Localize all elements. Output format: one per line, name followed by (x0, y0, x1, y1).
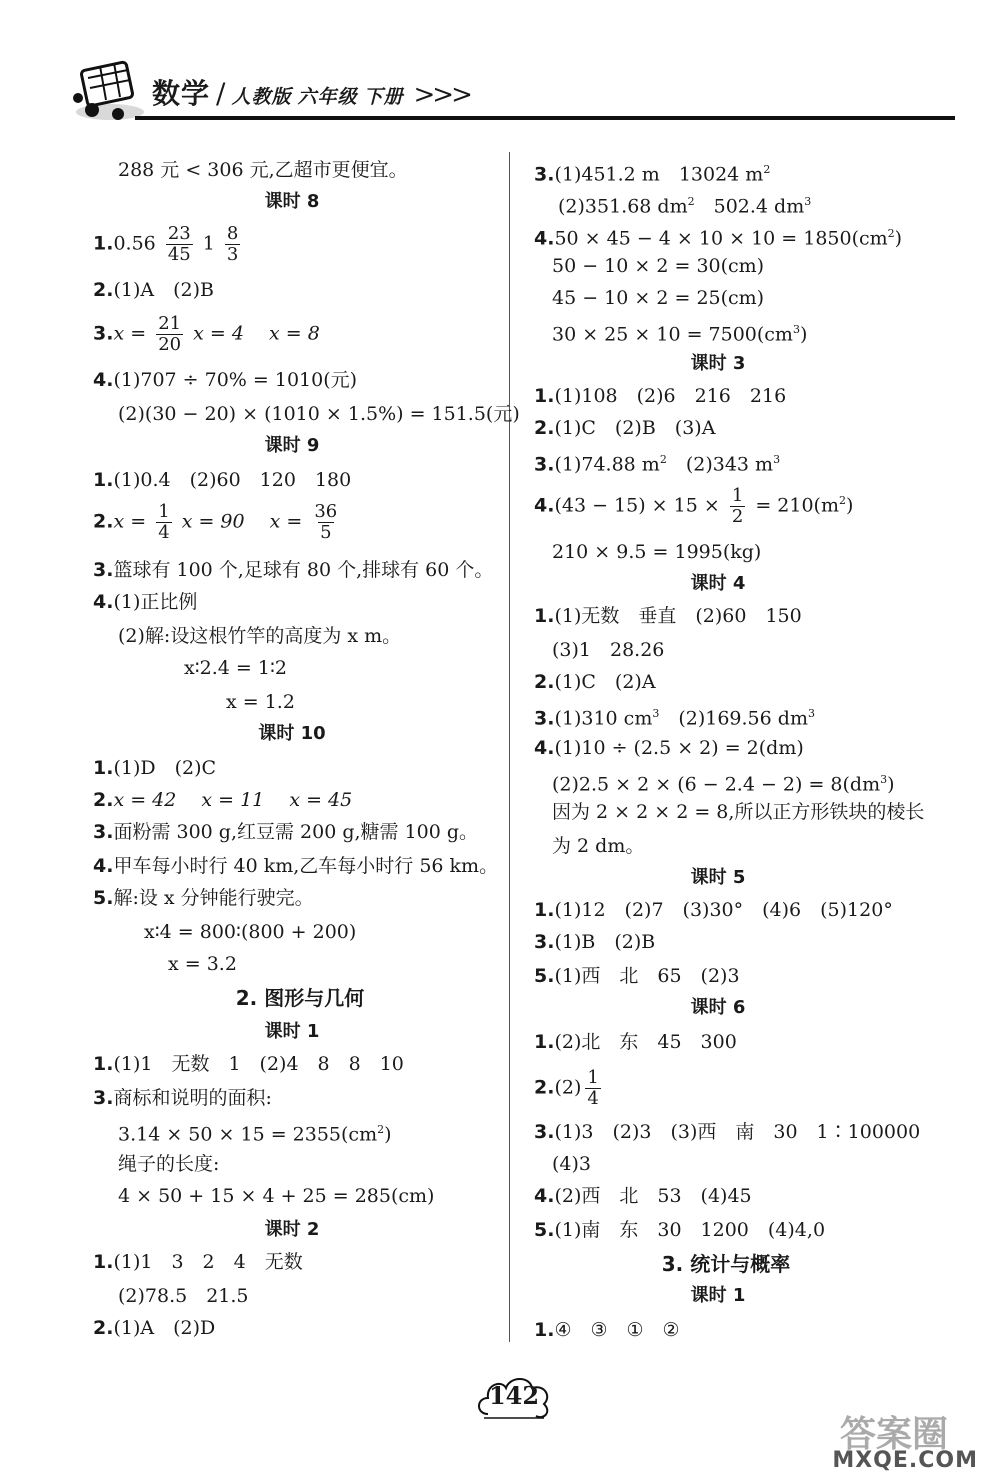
answer-line: x∶2.4 = 1∶2 (184, 657, 287, 679)
answer-line: (2)78.5 21.5 (118, 1285, 249, 1307)
question-item: 1.(1)无数 垂直 (2)60 150 (534, 605, 802, 627)
question-item: 4.(43 − 15) × 15 × $\frac{1}{2}$ = $210(m^2)$ (534, 485, 854, 527)
question-item: 2.(2) $\frac{1}{4}$ (534, 1067, 599, 1109)
lesson-heading: 课时 4 (690, 573, 746, 594)
lesson-heading: 课时 10 (258, 723, 326, 744)
question-item: 1.0.56 $\frac{23}{45}$ 1 $\frac{8}{3}$ (93, 223, 239, 265)
lesson-heading: 课时 3 (690, 353, 746, 374)
section-heading: 2. 图形与几何 (235, 986, 365, 1010)
question-item: 4.(1)正比例 (93, 591, 198, 613)
question-item: 3.x = $\frac{21}{20}$ x = 4 x = 8 (93, 313, 320, 355)
answer-line: 绳子的长度: (118, 1153, 220, 1175)
answer-line: 50 − 10 × 2 = 30(cm) (552, 255, 765, 277)
question-item: 2.x = 42 x = 11 x = 45 (93, 789, 353, 811)
fraction: $\frac{23}{45}$ (167, 223, 191, 265)
answer-line: 45 − 10 × 2 = 25(cm) (552, 287, 765, 309)
header-subject: 数学 (152, 77, 211, 110)
lesson-heading: 课时 9 (264, 435, 320, 456)
answer-line: x∶4 = 800∶(800 + 200) (144, 921, 357, 943)
answer-line: x = 1.2 (226, 691, 295, 713)
answer-line: 210 × 9.5 = 1995(kg) (552, 541, 762, 563)
question-item: 3.(1)B (2)B (534, 931, 656, 953)
question-item: 5.(1)南 东 30 1200 (4)4,0 (534, 1219, 826, 1241)
question-item: 2.(1)C (2)A (534, 671, 656, 693)
question-item: 5.(1)西 北 65 (2)3 (534, 965, 740, 987)
question-item: 5.解:设 x 分钟能行驶完。 (93, 887, 314, 909)
answer-line: 为 2 dm。 (552, 835, 645, 857)
fraction: $\frac{1}{4}$ (587, 1067, 599, 1109)
chevron-right-icon: >>> (413, 80, 470, 110)
question-item: 1.(1)D (2)C (93, 757, 217, 779)
question-item: $4.50 \times 45 - 4 \times 10 \times 10 = 1850(cm^2)$ (534, 227, 903, 250)
answer-line: 4 × 50 + 15 × 4 + 25 = 285(cm) (118, 1185, 435, 1207)
header-volume: 下册 (363, 86, 404, 108)
question-item: 2.(1)A (2)D (93, 1317, 216, 1339)
lesson-heading: 课时 6 (690, 997, 746, 1018)
watermark-logo: 答案圈 (839, 1414, 948, 1455)
fraction: $\frac{8}{3}$ (226, 223, 239, 265)
answer-line: 288 元 < 306 元,乙超市更便宜。 (118, 159, 408, 181)
section-heading: 3. 统计与概率 (661, 1252, 791, 1276)
fraction: $\frac{1}{2}$ (731, 485, 744, 527)
lesson-heading: 课时 5 (690, 867, 746, 888)
question-item: 3.(1)310 $cm^3$ (2)169.56 $dm^3$ (534, 707, 815, 730)
header-rule (135, 116, 955, 120)
header-slash: / (216, 77, 226, 110)
question-item: 4.(1)707 ÷ 70% = 1010(元) (93, 369, 358, 391)
question-item: 1.(2)北 东 45 300 (534, 1031, 737, 1053)
question-item: 4.(2)西 北 53 (4)45 (534, 1185, 752, 1207)
watermark-url: MXQE.COM (832, 1448, 978, 1473)
question-item: 3.(1)451.2 m 13024 $m^2$ (534, 163, 771, 186)
fraction: $\frac{21}{20}$ (158, 313, 182, 355)
question-item: 2.x = $\frac{1}{4}$ x = 90 x = $\frac{36}{5}$ (93, 501, 338, 543)
fraction: $\frac{1}{4}$ (158, 501, 170, 543)
lesson-heading: 课时 1 (690, 1285, 746, 1306)
question-item: 3.商标和说明的面积: (93, 1087, 272, 1109)
header-edition: 人教版 (231, 86, 292, 108)
question-item: 1.(1)1 3 2 4 无数 (93, 1251, 303, 1273)
fraction: $\frac{36}{5}$ (314, 501, 338, 543)
question-item: 3.(1)3 (2)3 (3)西 南 30 1∶100000 (534, 1121, 921, 1143)
question-item: 1.(1)12 (2)7 (3)30° (4)6 (5)120° (534, 899, 893, 921)
answer-line: (4)3 (552, 1153, 592, 1175)
answer-line: $3.14 \times 50 \times 15 = 2355(cm^2)$ (118, 1123, 392, 1146)
header-title (152, 72, 470, 112)
lesson-heading: 课时 1 (264, 1021, 320, 1042)
question-item: 3.面粉需 300 g,红豆需 200 g,糖需 100 g。 (93, 821, 479, 843)
question-item: 3.篮球有 100 个,足球有 80 个,排球有 60 个。 (93, 559, 494, 581)
question-item: 1.(1)108 (2)6 216 216 (534, 385, 787, 407)
header-grade: 六年级 (297, 86, 358, 108)
column-divider (509, 152, 510, 1342)
question-item: 1.④ ③ ① ② (534, 1319, 680, 1341)
question-item: 1.(1)1 无数 1 (2)4 8 8 10 (93, 1053, 404, 1075)
answer-line: 因为 2 × 2 × 2 = 8,所以正方形铁块的棱长 (552, 801, 925, 823)
question-item: 4.甲车每小时行 40 km,乙车每小时行 56 km。 (93, 855, 499, 877)
answer-line: (2)(30 − 20) × (1010 × 1.5%) = 151.5(元) (118, 403, 520, 425)
question-item: 4.(1)10 ÷ (2.5 × 2) = 2(dm) (534, 737, 804, 759)
answer-line: $30 \times 25 \times 10 = 7500(cm^3)$ (552, 323, 808, 346)
question-item: 2.(1)C (2)B (3)A (534, 417, 716, 439)
question-item: 2.(1)A (2)B (93, 279, 214, 301)
answer-line: (2)351.68 $dm^2$ 502.4 $dm^3$ (558, 195, 812, 218)
header-logo-icon (70, 52, 150, 124)
lesson-heading: 课时 8 (264, 191, 320, 212)
question-item: 3.(1)74.88 $m^2$ (2)343 $m^3$ (534, 453, 781, 476)
answer-line: (3)1 28.26 (552, 639, 665, 661)
question-item: 1.(1)0.4 (2)60 120 180 (93, 469, 352, 491)
page-number: 142 (474, 1368, 554, 1424)
answer-line: $(2)2.5 \times 2 \times (6 - 2.4 - 2) = 8(dm^3)$ (552, 773, 895, 796)
lesson-heading: 课时 2 (264, 1219, 320, 1240)
answer-line: (2)解:设这根竹竿的高度为 x m。 (118, 625, 402, 647)
answer-line: x = 3.2 (168, 953, 237, 975)
